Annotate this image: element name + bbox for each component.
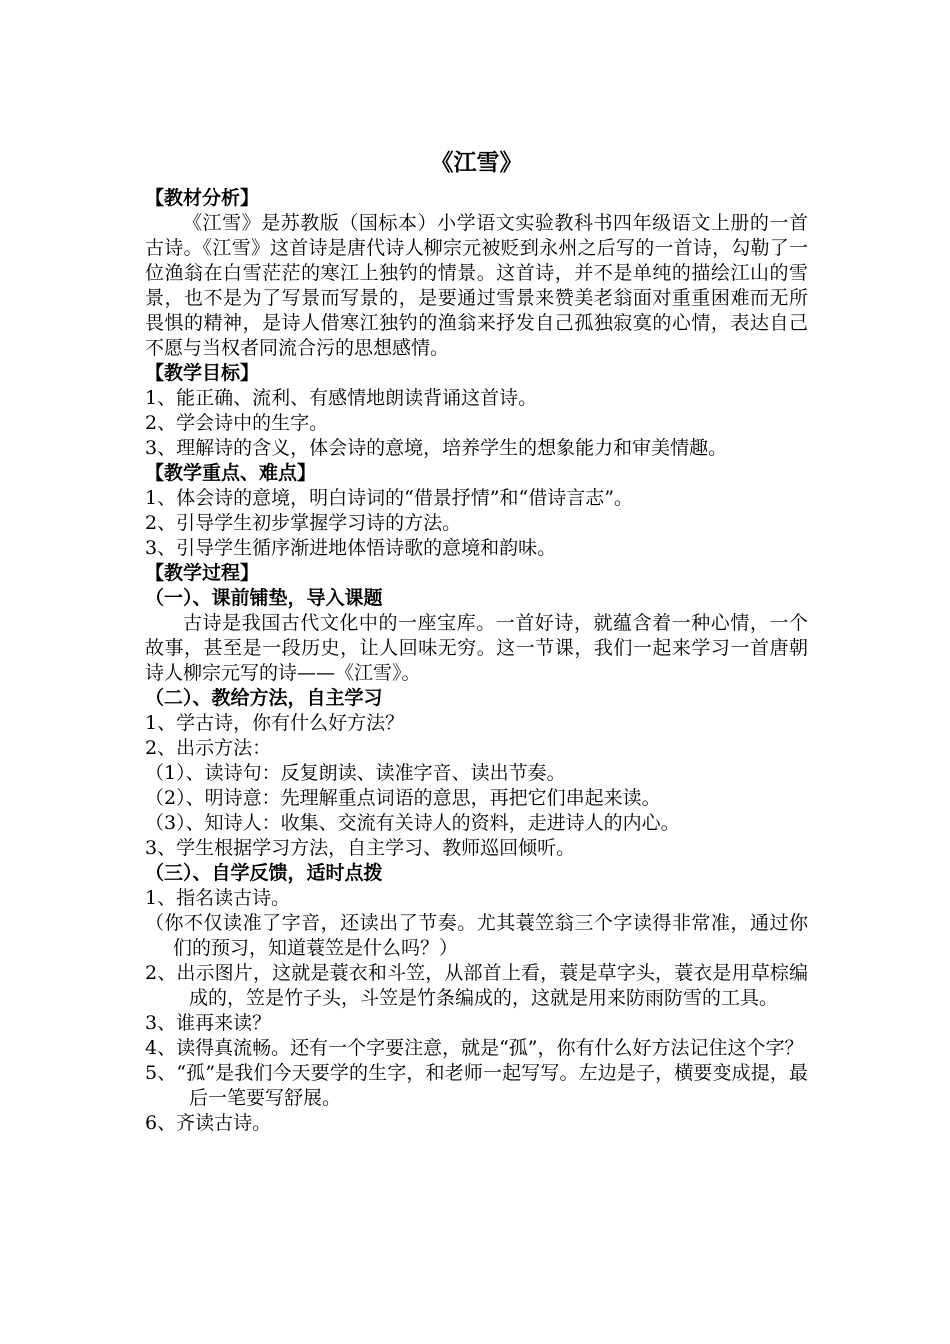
process-part2-item: 1、学古诗，你有什么好方法？ — [145, 712, 405, 734]
key-point-item: 1、体会诗的意境，明白诗词的“借景抒情”和“借诗言志”。 — [145, 487, 633, 509]
process-part2-item: （3）、知诗人：收集、交流有关诗人的资料，走进诗人的内心。 — [145, 812, 680, 834]
process-part3-item: 1、指名读古诗。 — [145, 887, 291, 909]
process-part2-item: 2、出示方法： — [145, 737, 272, 759]
process-part1-paragraph: 古诗是我国古代文化中的一座宝库。一首好诗，就蕴含着一种心情，一个故事，甚至是一段历史，让人回味无穷。这一节课，我们一起来学习一首唐朝诗人柳宗元写的诗——《江雪》。 — [145, 612, 808, 684]
process-part3-item: 2、出示图片，这就是蓑衣和斗笠，从部首上看，蓑是草字头，蓑衣是用草棕编成的，笠是竹子头，斗笠是竹条编成的，这就是用来防雨防雪的工具。 — [145, 962, 808, 1009]
section-heading-analysis: 【教材分析】 — [145, 187, 260, 209]
process-part1-heading: （一）、课前铺垫，导入课题 — [145, 587, 383, 609]
process-part2-item: 3、学生根据学习方法，自主学习、教师巡回倾听。 — [145, 837, 576, 859]
section-heading-process: 【教学过程】 — [145, 562, 260, 584]
key-point-item: 2、引导学生初步掌握学习诗的方法。 — [145, 512, 462, 534]
process-part3-item: 6、齐读古诗。 — [145, 1112, 272, 1134]
goal-item: 1、能正确、流利、有感情地朗读背诵这首诗。 — [145, 387, 538, 409]
goal-item: 2、学会诗中的生字。 — [145, 412, 329, 434]
process-part3-item: （你不仅读准了字音，还读出了节奏。尤其蓑笠翁三个字读得非常准，通过你们的预习，知道蓑笠是什么吗？） — [145, 912, 808, 959]
key-point-item: 3、引导学生循序渐进地体悟诗歌的意境和韵味。 — [145, 537, 557, 559]
goal-item: 3、理解诗的含义，体会诗的意境，培养学生的想象能力和审美情趣。 — [145, 437, 728, 459]
process-part3-item: 4、读得真流畅。还有一个字要注意，就是“孤”，你有什么好方法记住这个字？ — [145, 1037, 804, 1059]
analysis-paragraph: 《江雪》是苏教版（国标本）小学语文实验教科书四年级语文上册的一首古诗。《江雪》这首诗是唐代诗人柳宗元被贬到永州之后写的一首诗，勾勒了一位渔翁在白雪茫茫的寒江上独钓的情景。这首诗，并不是单纯的描绘江山的雪景，也不是为了写景而写景的，是要通过雪景来赞美老翁面对重重困难而无所畏惧的精神，是诗人借寒江独钓的渔翁来抒发自己孤独寂寞的心情，表达自己不愿与当权者同流合污的思想感情。 — [145, 212, 808, 359]
process-part3-item: 5、“孤”是我们今天要学的生字，和老师一起写写。左边是子，横要变成提，最后一笔要写舒展。 — [145, 1062, 808, 1109]
process-part2-heading: （二）、教给方法，自主学习 — [145, 687, 383, 709]
process-part2-item: （2）、明诗意：先理解重点词语的意思，再把它们串起来读。 — [145, 787, 661, 809]
document-title: 《江雪》 — [430, 149, 523, 176]
process-part2-item: （1）、读诗句：反复朗读、读准字音、读出节奏。 — [145, 762, 566, 784]
process-part3-item: 3、谁再来读？ — [145, 1012, 272, 1034]
section-heading-key-points: 【教学重点、难点】 — [145, 462, 317, 484]
section-heading-goals: 【教学目标】 — [145, 362, 260, 384]
process-part3-heading: （三）、自学反馈，适时点拨 — [145, 862, 383, 884]
